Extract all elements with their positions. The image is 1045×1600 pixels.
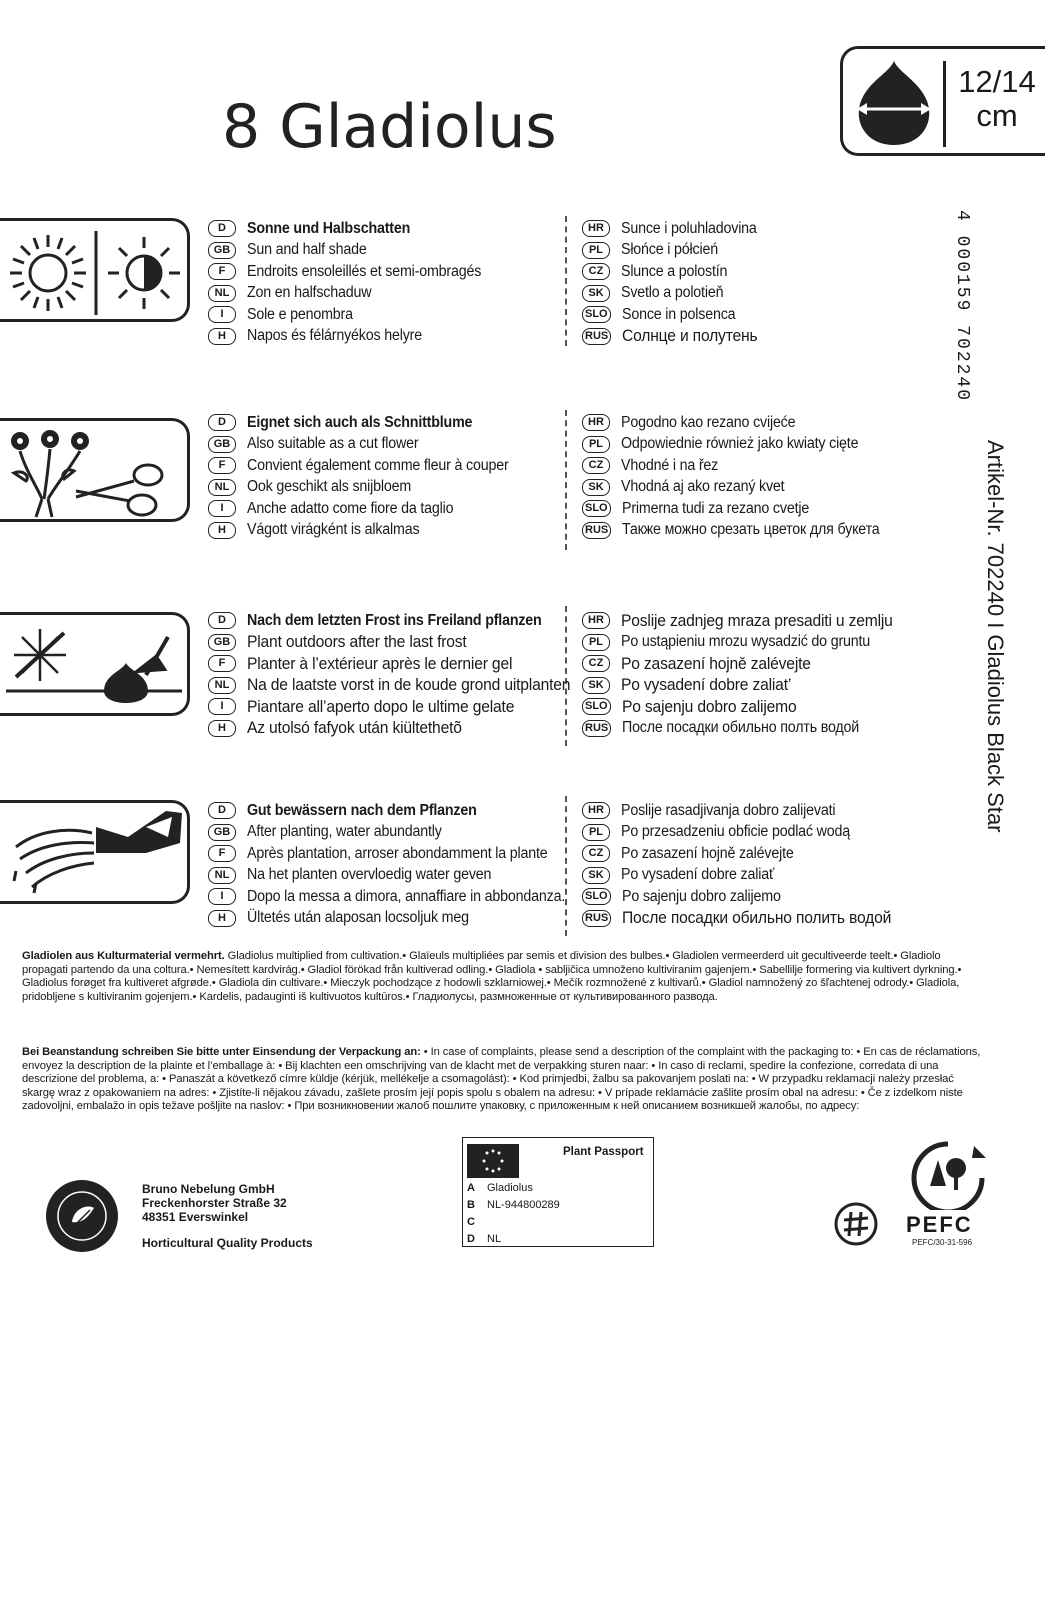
language-code-badge: PL [582,824,610,841]
instruction-text: Convient également comme fleur à couper [247,456,509,474]
language-code-badge: PL [582,634,610,651]
instruction-text: Po zasazení hojně zalévejte [621,844,794,862]
instruction-text: Nach dem letzten Frost ins Freiland pflanzen [247,611,542,629]
size-divider [943,61,946,147]
lang-row [582,240,942,262]
instruction-text: Na de laatste vorst in de koude grond uitplanten [247,675,571,695]
lang-row [582,434,942,456]
lang-row [208,283,568,305]
cultivation-note [22,950,982,1004]
complaints-text: • In case of complaints, please send a description of the complaint with the packaging to: • En cas de réclamations, envoyez la description de la plainte et l’emballage à: • Bij klachten een omschrijving van de klacht met de verpakking sturen naar: • In caso di reclami, spedire la confezione, corredata di una descrizione del problema, a: • Panaszát a következő címre küldje (kérjük, mellékelje a csomagolást): • Kod primjedbi, žalbu sa pakovanjem poslati na: • W przypadku reklamacji należy przesłać skargę wraz z opakowaniem na adres: • Zjistíte-li nějakou závadu, zašlete prosím její popis spolu s obalem na adresu: • V prípade reklamácie zašlite prosím obal na adresu: • Če z izdelkom niste zadovoljni, embalažo in opis težave pošljite na naslov: • При возникновении жалоб пошлите упаковку, с приложенным к ней описанием возникшей жалобы, по адресу: [22,1046,981,1113]
lang-row [208,477,568,499]
language-code-badge: H [208,910,236,927]
language-code-badge: H [208,720,236,737]
lang-row [208,455,568,477]
language-code-badge: SLO [582,698,611,715]
instruction-text: Svetlo a polotieň [621,284,724,302]
language-code-badge: H [208,522,236,539]
lang-row [582,498,942,520]
pefc-label: PEFC [906,1212,973,1237]
lang-row [582,304,942,326]
instruction-text: Poslije zadnjeg mraza presaditi u zemlju [621,610,893,630]
instruction-text: Gut bewässern nach dem Pflanzen [247,801,477,819]
lang-row [208,326,568,348]
lang-column-left [208,412,568,541]
lang-row [208,304,568,326]
lang-row [208,498,568,520]
lang-row [208,843,568,865]
lang-row [582,800,942,822]
plant-passport [462,1137,654,1247]
passport-title: Plant Passport [563,1146,644,1158]
instruction-text: Po ustąpieniu mrozu wysadzić do gruntu [621,633,871,651]
instruction-text: Poslije rasadjivanja dobro zalijevati [621,801,836,819]
language-code-badge: SLO [582,306,611,323]
language-code-badge: I [208,888,236,905]
instruction-text: Odpowiednie również jako kwiaty cięte [621,435,859,453]
language-code-badge: GB [208,242,236,259]
lang-row [582,326,942,348]
language-code-badge: CZ [582,457,610,474]
lang-row [208,434,568,456]
lang-row [208,520,568,542]
lang-row [582,520,942,542]
lang-row [582,412,942,434]
passport-row: C [467,1216,475,1228]
lang-row [208,653,568,675]
lang-row [582,610,942,632]
instruction-text: Po przesadzeniu obficie podlać wodą [621,823,851,841]
instruction-text: Primerna tudi za rezano cvetje [621,499,809,517]
lang-row [582,477,942,499]
language-code-badge: F [208,263,236,280]
lang-row [582,822,942,844]
frost-planting-icon [0,612,190,716]
lang-column-left [208,218,568,347]
language-code-badge: F [208,845,236,862]
lang-row [582,718,942,740]
lang-column-right [582,218,942,347]
sustainable-supplier-seal [44,1178,120,1254]
language-code-badge: D [208,612,236,629]
lang-column-right [582,610,942,739]
barcode-digits: 4 000159 702240 [952,210,972,403]
lang-row [582,261,942,283]
language-code-badge: F [208,457,236,474]
language-code-badge: I [208,306,236,323]
lang-row [208,886,568,908]
company-street: Freckenhorster Straße 32 [142,1196,287,1210]
instruction-text: Vágott virágként is alkalmas [247,521,420,539]
lang-row [208,632,568,654]
pefc-code: PEFC/30-31-596 [912,1238,973,1247]
bulb-icon [849,53,939,153]
passport-row: A Gladiolus [467,1182,533,1194]
lang-row [582,675,942,697]
company-address [142,1182,287,1224]
language-code-badge: CZ [582,263,610,280]
language-code-badge: D [208,802,236,819]
instruction-text: Na het planten overvloedig water geven [247,866,492,884]
lang-row [582,632,942,654]
language-code-badge: PL [582,242,610,259]
language-code-badge: RUS [582,720,611,737]
lang-row [208,240,568,262]
company-tagline: Horticultural Quality Products [142,1236,313,1250]
language-code-badge: GB [208,436,236,453]
passport-row: D NL [467,1233,502,1245]
bulb-size-box [840,46,1045,156]
instruction-text: Ook geschikt als snijbloem [247,478,412,496]
instruction-text: Az utolsó fafyok után kiültethetõ [247,718,462,738]
language-code-badge: SLO [582,500,611,517]
language-code-badge: GB [208,824,236,841]
lang-row [208,800,568,822]
bulb-size-value: 12/14 [958,64,1036,99]
lang-row [208,696,568,718]
instruction-text: Napos és félárnyékos helyre [247,327,422,345]
instruction-text: Après plantation, arroser abondamment la plante [247,844,548,862]
language-code-badge: HR [582,220,610,237]
instruction-text: Po sajenju dobro zalijemo [621,887,781,905]
lang-column-left [208,610,571,739]
instruction-text: Vhodné i na řez [621,456,719,474]
instruction-text: Sonce in polsenca [621,305,736,323]
lang-column-left [208,800,568,929]
lang-row [208,908,568,930]
instruction-text: Piantare all’aperto dopo le ultime gelate [247,696,515,716]
instruction-text: Planter à l’extérieur après le dernier gel [247,653,513,673]
language-code-badge: I [208,500,236,517]
instruction-text: Ültetés után alaposan locsoljuk meg [247,909,469,927]
instruction-text: After planting, water abundantly [247,823,442,841]
sun-halfshade-icon [0,218,190,322]
company-name: Bruno Nebelung GmbH [142,1182,275,1196]
instruction-text: Dopo la messa a dimora, annaffiare in abbondanza. [247,887,566,905]
cultivation-lead: Gladiolen aus Kulturmaterial vermehrt. [22,950,225,962]
watering-can-icon [0,800,190,904]
lang-row [582,455,942,477]
lang-row [582,886,942,908]
language-code-badge: CZ [582,845,610,862]
lang-row [582,908,942,930]
lang-row [208,718,568,740]
lang-row [582,843,942,865]
instruction-text: Sunce i poluhladovina [621,219,757,237]
disposal-icon [832,1200,880,1248]
article-number: Artikel-Nr. 702240 I Gladiolus Black Star [983,440,1008,833]
language-code-badge: SLO [582,888,611,905]
language-code-badge: H [208,328,236,345]
lang-column-right [582,412,942,541]
instruction-text: Po vysadení dobre zaliat’ [621,675,792,695]
instruction-text: Slunce a polostín [621,262,728,280]
passport-row: B NL-944800289 [467,1199,560,1211]
language-code-badge: GB [208,634,236,651]
bulb-size-unit: cm [976,98,1018,133]
product-title: 8 Gladiolus [222,92,557,162]
company-city: 48351 Everswinkel [142,1210,249,1224]
cultivation-text: Gladiolus multiplied from cultivation.• Glaïeuls multipliées par semis et division des bulbes.• Gladiolen vermeerderd uit gecultiveerde teelt.• Gladiolo propagati partendo da una coltura.• Nemesített kardvirág.• Gladiol förökad från kultiverad odling.• Gladiola • sabljičica umnoženo kultiviranim gajenjem.• Sabellilje formering via kultivert dyrkning.• Gladiolus forøget fra kultiveret afgrøde.• Gladiola din cultivare.• Mieczyk pochodzące z hodowli szklarniowej.• Mečík rozmnožené z kultivarů.• Gladiol namnožený zo šľachtenej odrody.• Gladiola, pridobljene s kultiviranim gojenjem.• Kardelis, padauginti iš kultivuotos kultūros.• Гладиолусы, размноженные от культивированного развода. [22,950,962,1003]
lang-row [208,412,568,434]
instruction-text: Endroits ensoleillés et semi-ombragés [247,262,482,280]
language-code-badge: D [208,220,236,237]
language-code-badge: RUS [582,328,611,345]
language-code-badge: SK [582,479,610,496]
language-code-badge: D [208,414,236,431]
pefc-logo-icon [908,1140,988,1210]
lang-row [582,865,942,887]
language-code-badge: SK [582,285,610,302]
language-code-badge: HR [582,414,610,431]
instruction-text: Zon en halfschaduw [247,284,372,302]
instruction-text: Eignet sich auch als Schnittblume [247,413,473,431]
lang-column-right [582,800,942,929]
instruction-text: Po vysadení dobre zaliať [621,866,775,884]
instruction-text: Sun and half shade [247,241,367,259]
complaints-lead: Bei Beanstandung schreiben Sie bitte unter Einsendung der Verpackung an: [22,1046,421,1058]
eu-flag-icon [467,1144,519,1178]
language-code-badge: PL [582,436,610,453]
lang-row [208,261,568,283]
lang-row [208,865,568,887]
language-code-badge: NL [208,479,236,496]
lang-row [208,218,568,240]
instruction-text: Słońce i półcień [621,241,718,259]
language-code-badge: NL [208,867,236,884]
instruction-text: Po sajenju dobro zalijemo [621,696,797,716]
lang-row [208,610,568,632]
instruction-text: Anche adatto come fiore da taglio [247,499,454,517]
instruction-text: Sonne und Halbschatten [247,219,411,237]
instruction-text: Sole e penombra [247,305,353,323]
instruction-text: Pogodno kao rezano cvijeće [621,413,796,431]
lang-row [582,218,942,240]
language-code-badge: SK [582,677,610,694]
language-code-badge: CZ [582,655,610,672]
language-code-badge: HR [582,612,610,629]
language-code-badge: HR [582,802,610,819]
language-code-badge: RUS [582,522,611,539]
language-code-badge: F [208,655,236,672]
bulb-size-text [951,65,1043,133]
lang-row [208,675,571,697]
instruction-text: Po zasazení hojně zalévejte [621,653,811,673]
complaints-note [22,1046,982,1114]
instruction-text: Vhodná aj ako rezaný kvet [621,478,785,496]
language-code-badge: I [208,698,236,715]
instruction-text: После посадки обильно полть водой [622,719,860,737]
cut-flower-icon [0,418,190,522]
lang-row [582,283,942,305]
instruction-text: После посадки обильно полить водой [622,908,892,928]
lang-row [582,696,942,718]
instruction-text: Также можно срезать цветок для букета [622,521,880,539]
language-code-badge: RUS [582,910,611,927]
language-code-badge: NL [208,285,236,302]
lang-row [582,653,942,675]
language-code-badge: SK [582,867,610,884]
instruction-text: Plant outdoors after the last frost [247,632,467,652]
instruction-text: Also suitable as a cut flower [247,435,419,453]
instruction-text: Солнце и полутень [622,326,758,346]
language-code-badge: NL [208,677,236,694]
lang-row [208,822,568,844]
